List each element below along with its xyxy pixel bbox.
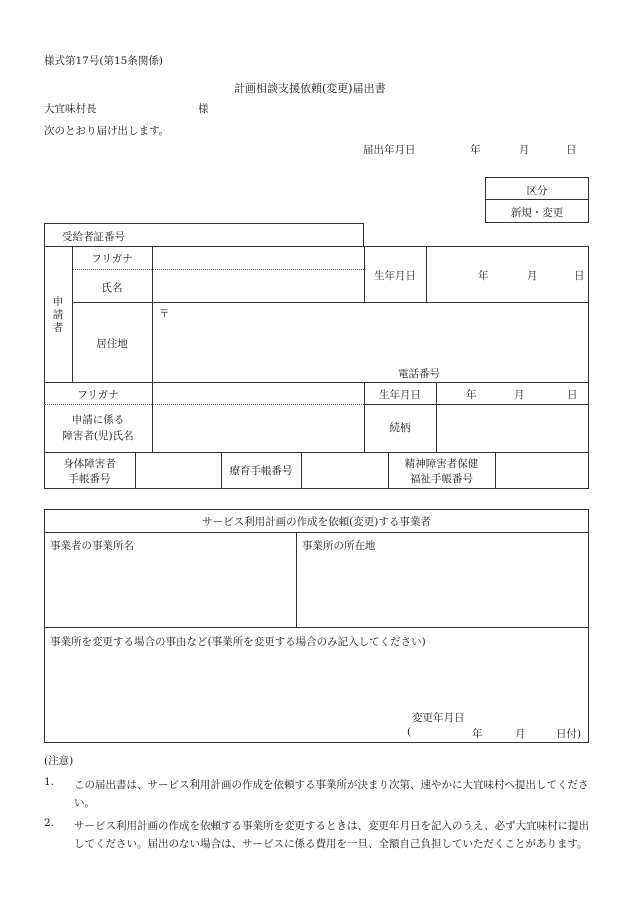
note-1-text: この届出書は、サービス利用計画の作成を依頼する事業所が決まり次第、速やかに大宜味村へ提出してください。	[74, 779, 589, 809]
change-date-label: 変更年月日	[412, 712, 465, 724]
target-name-label-1: 申請に係る	[71, 414, 125, 426]
change-date-day: 日付)	[556, 728, 582, 740]
category-value[interactable]: 新規・変更	[510, 207, 564, 219]
ryoiku-handbook-label: 療育手帳番号	[229, 465, 293, 477]
intro-text: 次のとおり届け出します。	[44, 125, 170, 137]
applicant-birth-month: 月	[527, 270, 538, 282]
provider-title: サービス利用計画の作成を依頼(変更)する事業者	[202, 516, 431, 528]
applicant-birth-year: 年	[478, 270, 489, 282]
submission-day-unit: 日	[566, 144, 577, 156]
submission-year-unit: 年	[470, 144, 481, 156]
physical-handbook-label-1: 身体障害者	[63, 458, 116, 470]
change-date-open-paren: (	[407, 726, 412, 738]
note-2-text: サービス利用計画の作成を依頼する事業所を変更するときは、変更年月日を記入のうえ、必ず大宜味村に提出してください。届出のない場合は、サービスに係る費用を一旦、全額自己負担していただくことがあります。	[74, 820, 590, 850]
change-date-month: 月	[515, 728, 526, 740]
honorific: 様	[198, 103, 209, 115]
target-name-label-2: 障害者(児)氏名	[62, 430, 134, 442]
note-1-number: 1.	[44, 776, 55, 788]
target-furigana-label: フリガナ	[77, 389, 119, 401]
applicant-birth-day: 日	[574, 270, 585, 282]
mental-handbook-label-2: 福祉手帳番号	[410, 473, 473, 485]
applicant-section-label: 申請者	[52, 296, 64, 334]
target-birth-month: 月	[514, 389, 525, 401]
applicant-birth-label: 生年月日	[374, 270, 416, 282]
change-date-year: 年	[472, 728, 483, 740]
physical-handbook-label-2: 手帳番号	[68, 473, 111, 485]
target-birth-label: 生年月日	[379, 389, 421, 401]
relation-label: 続柄	[389, 422, 411, 434]
applicant-furigana-label: フリガナ	[91, 253, 133, 265]
note-2-number: 2.	[44, 817, 55, 829]
submission-month-unit: 月	[519, 144, 530, 156]
form-title: 計画相談支援依頼(変更)届出書	[234, 82, 386, 95]
applicant-address-label: 居住地	[96, 338, 128, 350]
change-reason-label: 事業所を変更する場合の事由など(事業所を変更する場合のみ記入してください)	[50, 636, 426, 648]
form-number: 様式第17号(第15条関係)	[44, 55, 163, 67]
office-address-label: 事業所の所在地	[302, 540, 376, 552]
category-label: 区分	[526, 185, 548, 197]
cert-number-label: 受給者証番号	[62, 231, 125, 243]
office-name-label: 事業者の事業所名	[50, 540, 134, 552]
notes-heading: (注意)	[44, 755, 74, 767]
target-birth-year: 年	[466, 389, 477, 401]
target-birth-day: 日	[567, 389, 578, 401]
mental-handbook-label-1: 精神障害者保健	[404, 458, 479, 470]
submission-date-label: 届出年月日	[363, 144, 416, 156]
postal-mark: 〒	[159, 308, 170, 320]
addressee: 大宜味村長	[44, 103, 97, 115]
phone-label: 電話番号	[398, 368, 440, 380]
applicant-name-label: 氏名	[101, 282, 123, 294]
